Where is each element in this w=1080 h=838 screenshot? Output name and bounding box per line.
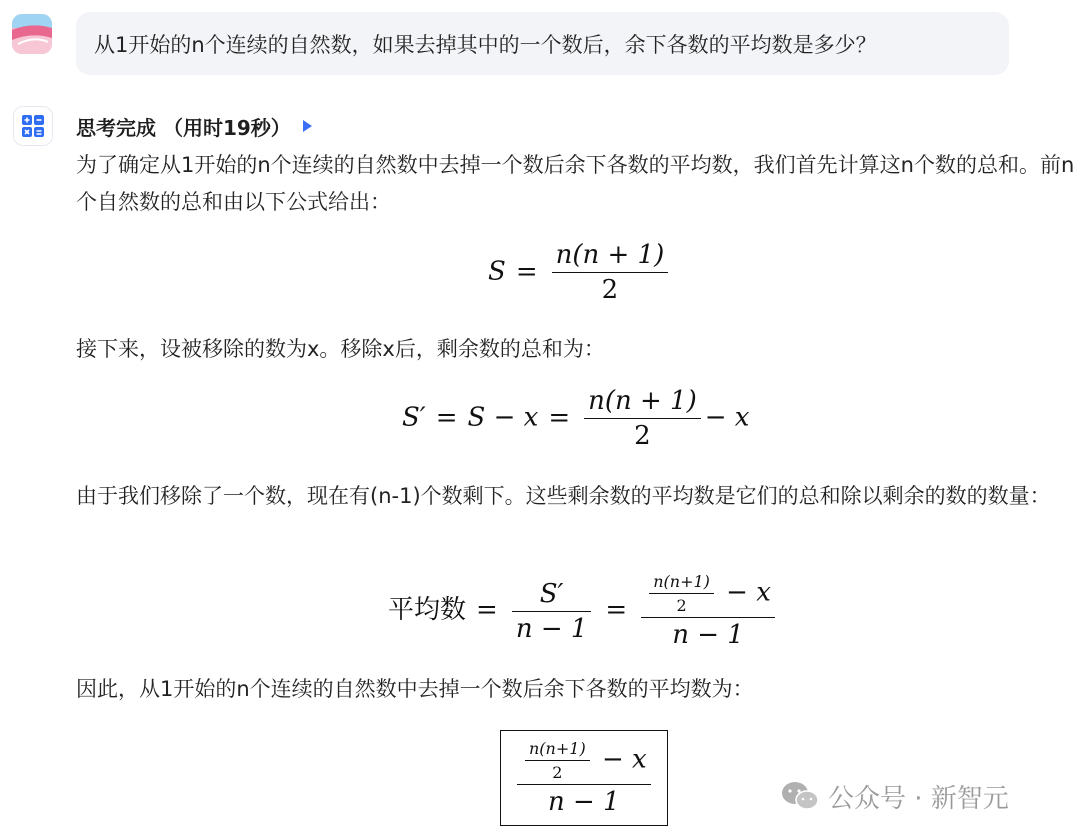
answer-paragraph: 由于我们移除了一个数，现在有(n-1)个数剩下。这些剩余数的平均数是它们的总和除以剩余的数的数量：: [76, 484, 1051, 508]
formula-average: 平均数 = $\frac{S'}{n - 1}$ = $\frac{n(n+1)}{2}$ − x n − 1: [388, 572, 779, 650]
watermark-text: 公众号 · 新智元: [828, 783, 1009, 814]
formula-final-boxed: $\frac{n(n+1)}{2}$ − x n − 1: [500, 730, 668, 826]
thinking-status-label: 思考完成 （用时19秒）: [76, 115, 291, 140]
formula-sum: S = $\frac{n(n + 1)}{2}$: [488, 240, 672, 305]
user-message-text: 从1开始的n个连续的自然数，如果去掉其中的一个数后，余下各数的平均数是多少？: [94, 32, 877, 57]
user-message-bubble: [76, 12, 1009, 75]
expand-arrow-icon: [303, 120, 312, 132]
answer-paragraph: 接下来，设被移除的数为x。移除x后，剩余数的总和为：: [76, 337, 605, 361]
answer-paragraph: 为了确定从1开始的n个连续的自然数中去掉一个数后余下各数的平均数，我们首先计算这n个数的总和。前n个自然数的总和由以下公式给出：: [76, 153, 1075, 214]
thinking-status-toggle[interactable]: [76, 112, 312, 140]
answer-paragraph: 因此，从1开始的n个连续的自然数中去掉一个数后余下各数的平均数为：: [76, 677, 754, 701]
user-avatar: [12, 14, 52, 54]
wechat-icon: [780, 780, 820, 812]
formula-remaining-sum: S′ = S − x = $\frac{n(n + 1)}{2}$ − x: [402, 386, 750, 451]
watermark: [780, 778, 1009, 814]
calculator-icon: [14, 107, 52, 145]
